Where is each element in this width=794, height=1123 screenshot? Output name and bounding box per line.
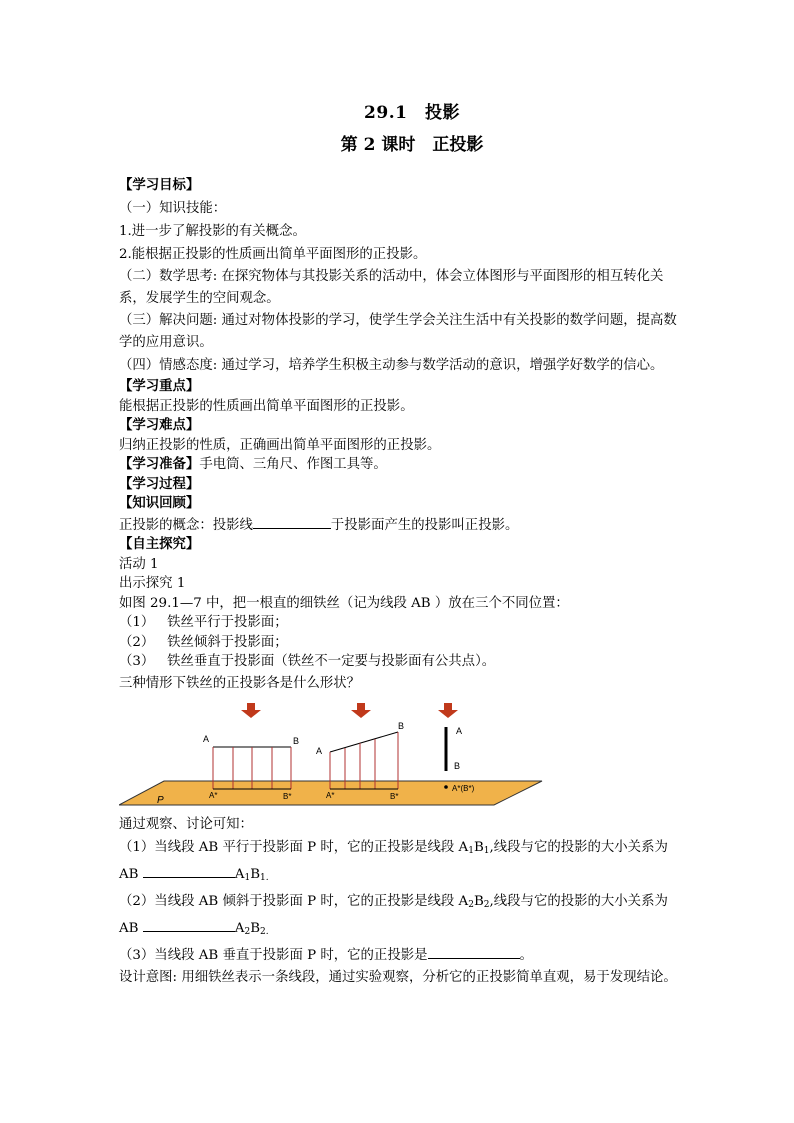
conclusion-1-line-2: [119, 863, 679, 890]
conclusion-text: AB: [119, 920, 139, 936]
subscript: 1.: [260, 872, 269, 883]
projection-figure: [119, 699, 679, 809]
conclusion-text: B: [473, 839, 484, 855]
objectives-heading: 【学习目标】: [119, 177, 200, 193]
subscript: 2: [468, 899, 474, 910]
subscript: 1: [468, 845, 474, 856]
conclusion-intro: 通过观察、讨论可知：: [119, 816, 253, 832]
document-body: [119, 174, 679, 989]
item-number: （3）: [119, 654, 155, 669]
emotion-attitude: （四）情感态度: 通过学习，培养学生积极主动参与数学活动的意识，增强学好数学的信心。: [119, 358, 664, 373]
conclusion-text: B: [250, 866, 261, 882]
point-a-label: A: [316, 745, 323, 756]
point-a-label: A: [456, 725, 463, 736]
subscript: 1: [244, 872, 251, 883]
conclusion-text: （1）当线段 AB 平行于投影面 P 时，它的正投影是线段 A: [119, 839, 469, 855]
item-text: 铁丝平行于投影面；: [167, 615, 288, 630]
key-point-text: 能根据正投影的性质画出简单平面图形的正投影。: [119, 398, 414, 414]
conclusion-text: ,线段与它的投影的大小关系为: [489, 893, 668, 909]
subscript: 2.: [260, 926, 269, 937]
knowledge-skills-heading: （一）知识技能：: [119, 201, 227, 216]
subscript: 2: [483, 899, 490, 910]
point-b1-label: B*: [283, 791, 292, 801]
knowledge-item-2: 2.能根据正投影的性质画出简单平面图形的正投影。: [119, 247, 427, 262]
difficulty-text: 归纳正投影的性质，正确画出简单平面图形的正投影。: [119, 437, 441, 453]
item-text: 铁丝垂直于投影面（铁丝不一定要与投影面有公共点）。: [167, 654, 496, 669]
difficulty-heading: 【学习难点】: [119, 417, 200, 433]
point-b-label: B: [454, 760, 461, 771]
list-item: [119, 633, 679, 653]
conclusion-text: 。: [519, 947, 533, 963]
show-exploration: 出示探究 1: [119, 576, 186, 591]
exploration-intro: 如图 29.1—7 中，把一根直的细铁丝（记为线段 AB ）放在三个不同位置：: [119, 595, 569, 611]
conclusion-text: A: [234, 920, 245, 936]
preparation-line: [119, 455, 679, 475]
review-text-after: 于投影面产生的投影叫正投影。: [330, 517, 519, 533]
point-b2-label: B*: [390, 791, 399, 801]
activity-label: 活动 1: [119, 556, 159, 572]
knowledge-item-1: 1.进一步了解投影的有关概念。: [119, 224, 306, 239]
page-subtitle: 第 2 课时 正投影: [340, 135, 484, 155]
review-text-before: 正投影的概念：投影线: [119, 517, 253, 533]
conclusion-text: （3）当线段 AB 垂直于投影面 P 时，它的正投影是: [119, 947, 428, 963]
list-item: [119, 652, 679, 672]
subscript: 1: [483, 845, 490, 856]
item-number: （1）: [119, 615, 155, 630]
conclusion-3: [119, 944, 679, 967]
preparation-heading: 【学习准备】: [119, 456, 200, 472]
conclusion-1-line-1: [119, 836, 679, 863]
answer-blank[interactable]: [143, 917, 235, 932]
document-page: [119, 100, 679, 989]
projection-diagram: [119, 699, 679, 809]
review-text: [119, 514, 679, 536]
point-b-label: B: [293, 735, 300, 746]
conclusion-text: AB: [119, 866, 139, 882]
conclusion-text: B: [473, 893, 484, 909]
design-intent: 设计意图: 用细铁丝表示一条线段，通过实验观察，分析它的正投影简单直观，易于发现结论。: [119, 969, 677, 985]
answer-blank[interactable]: [143, 863, 235, 878]
conclusion-2-line-2: [119, 917, 679, 944]
item-number: （2）: [119, 634, 155, 650]
point-b-label: B: [398, 720, 405, 731]
explore-heading: 【自主探究】: [119, 536, 200, 552]
conclusion-text: A: [234, 866, 245, 882]
point-a1-label: A*: [209, 790, 218, 800]
conclusion-text: （2）当线段 AB 倾斜于投影面 P 时，它的正投影是线段 A: [119, 893, 469, 909]
preparation-text: 手电筒、三角尺、作图工具等。: [199, 457, 387, 472]
plane-label: P: [157, 794, 164, 806]
point-a-label: A: [203, 733, 210, 744]
item-text: 铁丝倾斜于投影面；: [167, 634, 288, 650]
key-point-heading: 【学习重点】: [119, 378, 200, 394]
answer-blank[interactable]: [428, 944, 520, 959]
subscript: 2: [244, 926, 251, 937]
math-thinking: （二）数学思考: 在探究物体与其投影关系的活动中，体会立体图形与平面图形的相互转化关系，发展学生的空间观念。: [119, 269, 664, 306]
problem-solving: （三）解决问题: 通过对物体投影的学习，使学生学会关注生活中有关投影的数学问题，提高数学的应用意识。: [119, 313, 677, 350]
process-heading: 【学习过程】: [119, 475, 200, 492]
page-title: 29.1 投影: [364, 103, 460, 123]
list-item: [119, 613, 679, 633]
conclusion-text: B: [250, 920, 261, 936]
review-blank[interactable]: [253, 514, 331, 529]
review-heading: 【知识回顾】: [119, 495, 200, 511]
light-arrow-icon: [438, 703, 458, 718]
point-a2-label: A*: [326, 790, 335, 800]
light-arrow-icon: [241, 703, 261, 718]
conclusion-2-line-1: [119, 890, 679, 917]
point-a3-label: A*(B*): [452, 783, 475, 793]
exploration-question: 三种情形下铁丝的正投影各是什么形状？: [119, 675, 361, 691]
conclusion-text: ,线段与它的投影的大小关系为: [489, 839, 668, 855]
light-arrow-icon: [351, 703, 371, 718]
